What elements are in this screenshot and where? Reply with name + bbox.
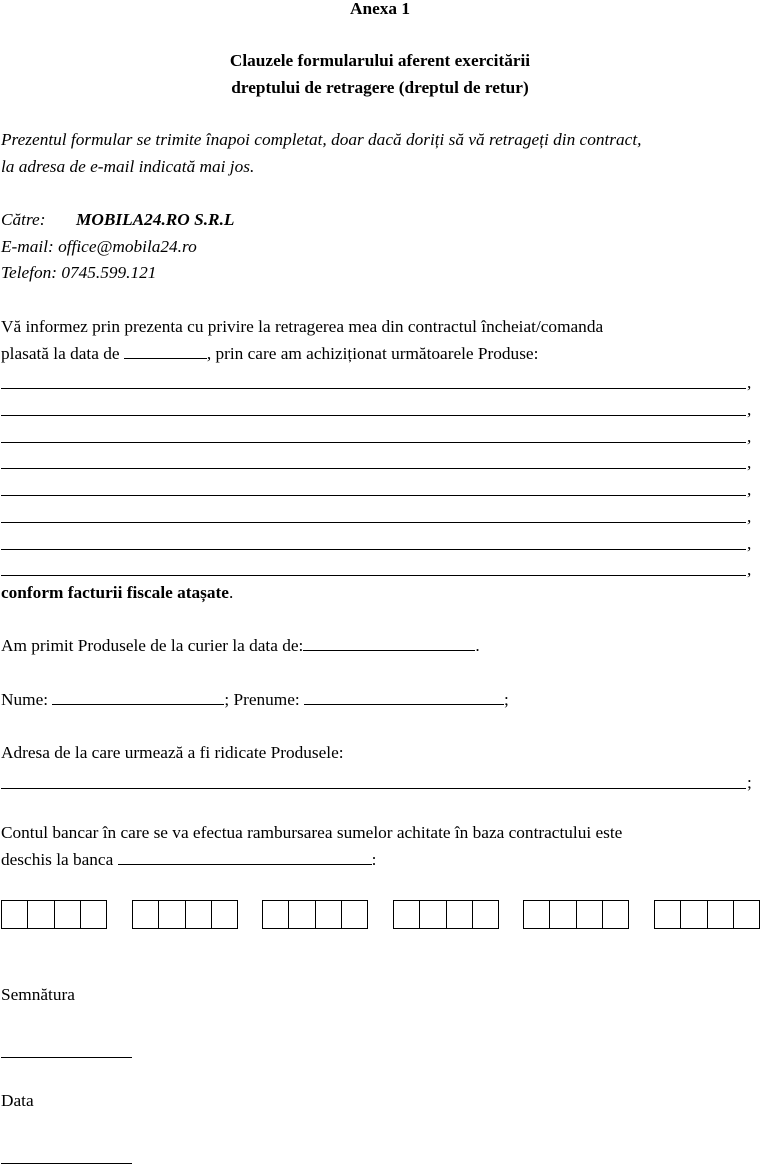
iban-group-1[interactable] (1, 900, 107, 929)
product-line-5[interactable] (1, 495, 746, 496)
name-line (1, 691, 509, 708)
product-line-6-comma: , (747, 507, 752, 526)
declaration-date-prefix: plasată la data de (1, 344, 124, 363)
iban-group-6[interactable] (654, 900, 760, 929)
product-line-3-comma: , (747, 427, 752, 446)
prenume-field[interactable] (304, 703, 504, 705)
product-line-2[interactable] (1, 415, 746, 416)
date-label: Data (1, 1091, 34, 1110)
received-period: . (475, 636, 480, 655)
received-label: Am primit Produsele de la curier la data de: (1, 636, 304, 655)
company-name: MOBILA24.RO S.R.L (76, 210, 235, 229)
date-field[interactable] (1, 1163, 132, 1164)
intro-line-1: Prezentul formular se trimite înapoi completat, doar dacă doriți să vă retrageți din contract, (1, 130, 642, 149)
bank-name-field[interactable] (118, 863, 372, 865)
annex-heading: Anexa 1 (349, 0, 410, 18)
order-date-field[interactable] (124, 357, 207, 359)
email-line: E-mail: office@mobila24.ro (1, 237, 197, 256)
address-field[interactable] (1, 788, 746, 789)
invoice-text: conform facturii fiscale atașate (1, 583, 229, 602)
bank-line-2 (1, 851, 376, 868)
product-line-1-comma: , (747, 373, 752, 392)
nume-field[interactable] (52, 703, 224, 705)
product-line-2-comma: , (747, 400, 752, 419)
product-line-6[interactable] (1, 522, 746, 523)
nume-label: Nume: (1, 690, 53, 709)
iban-group-3[interactable] (262, 900, 368, 929)
iban-group-2[interactable] (132, 900, 238, 929)
name-end: ; (504, 690, 509, 709)
address-end: ; (747, 773, 752, 792)
prenume-label: ; Prenume: (224, 690, 305, 709)
bank-colon: : (371, 850, 377, 869)
phone-line: Telefon: 0745.599.121 (1, 263, 157, 282)
product-line-5-comma: , (747, 480, 752, 499)
declaration-date-suffix: , prin care am achiziționat următoarele Produse: (206, 344, 539, 363)
product-line-7-comma: , (747, 534, 752, 553)
address-label: Adresa de la care urmează a fi ridicate Produsele: (1, 743, 344, 762)
intro-line-2: la adresa de e-mail indicată mai jos. (1, 157, 255, 176)
to-label: Către: (1, 210, 46, 229)
bank-label: deschis la banca (1, 850, 118, 869)
title-line-1: Clauzele formularului aferent exercitării (229, 51, 531, 70)
product-line-4-comma: , (747, 453, 752, 472)
product-line-8-comma: , (747, 560, 752, 579)
iban-group-4[interactable] (393, 900, 499, 929)
product-line-3[interactable] (1, 442, 746, 443)
bank-line-1: Contul bancar în care se va efectua rambursarea sumelor achitate în baza contractului este (1, 823, 623, 842)
invoice-line (1, 584, 233, 601)
invoice-period: . (228, 583, 234, 602)
signature-field[interactable] (1, 1057, 132, 1058)
signature-label: Semnătura (1, 985, 75, 1004)
declaration-line-1: Vă informez prin prezenta cu privire la retragerea mea din contractul încheiat/comanda (1, 317, 604, 336)
product-line-7[interactable] (1, 549, 746, 550)
title-line-2: dreptului de retragere (dreptul de retur) (231, 78, 529, 97)
product-line-1[interactable] (1, 388, 746, 389)
received-date-field[interactable] (303, 649, 475, 651)
received-line (1, 637, 480, 654)
product-line-4[interactable] (1, 468, 746, 469)
declaration-line-2 (1, 345, 538, 362)
iban-group-5[interactable] (523, 900, 629, 929)
product-line-8[interactable] (1, 575, 746, 576)
